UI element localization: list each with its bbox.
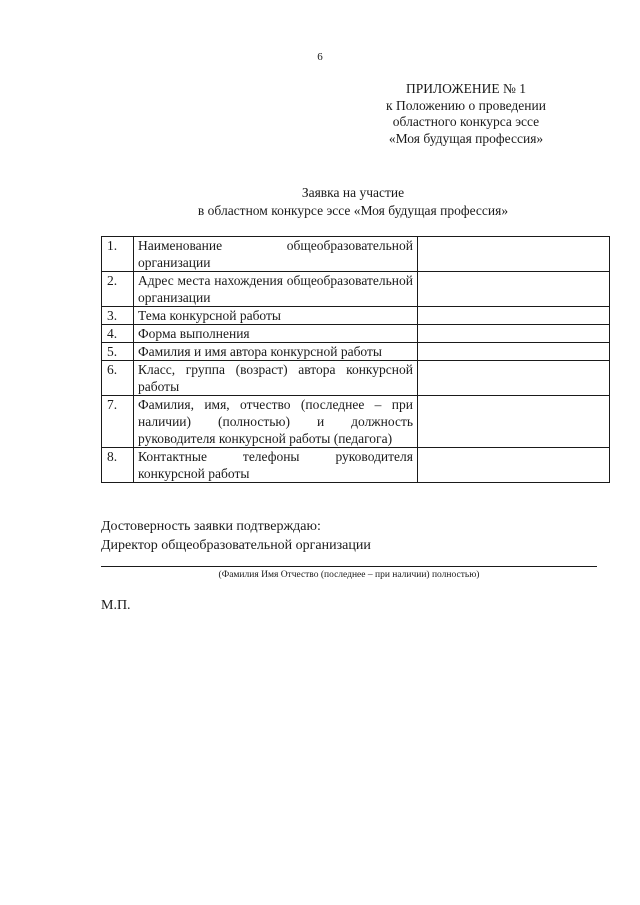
table-row: [102, 237, 610, 272]
row-value-cell[interactable]: [418, 272, 610, 307]
confirmation-line2: Директор общеобразовательной организации: [101, 538, 371, 553]
row-label: Адрес места нахождения общеобразовательной организации: [134, 272, 418, 307]
row-number: 3.: [102, 307, 134, 325]
signature-caption: (Фамилия Имя Отчество (последнее – при наличии) полностью): [218, 570, 480, 580]
row-value-cell[interactable]: [418, 237, 610, 272]
table-row: [102, 361, 610, 396]
row-label: Наименование общеобразовательной организации: [134, 237, 418, 272]
row-value-cell[interactable]: [418, 307, 610, 325]
appendix-heading: [346, 81, 586, 147]
appendix-line: к Положению о проведении: [386, 97, 546, 113]
table-row: [102, 396, 610, 448]
signature-line: [101, 566, 597, 567]
application-table: [101, 236, 610, 483]
form-title-line2: в областном конкурсе эссе «Моя будущая профессия»: [197, 203, 509, 218]
row-label: Фамилия и имя автора конкурсной работы: [134, 343, 418, 361]
row-label: Класс, группа (возраст) автора конкурсной работы: [134, 361, 418, 396]
table-row: [102, 325, 610, 343]
row-label: Контактные телефоны руководителя конкурсной работы: [134, 448, 418, 483]
page-number: 6: [317, 51, 323, 63]
form-title-line1: Заявка на участие: [301, 185, 405, 200]
row-label: Фамилия, имя, отчество (последнее – при наличии) (полностью) и должность руководителя конкурсной работы (педагога): [134, 396, 418, 448]
row-number: 1.: [102, 237, 134, 272]
stamp-label: М.П.: [101, 598, 131, 613]
confirmation-block: [101, 517, 371, 555]
appendix-line: областного конкурса эссе: [392, 114, 540, 129]
row-value-cell[interactable]: [418, 325, 610, 343]
row-label: Тема конкурсной работы: [134, 307, 418, 325]
form-title: [0, 184, 640, 220]
row-value-cell[interactable]: [418, 361, 610, 396]
row-value-cell[interactable]: [418, 396, 610, 448]
row-value-cell[interactable]: [418, 448, 610, 483]
row-number: 8.: [102, 448, 134, 483]
row-number: 2.: [102, 272, 134, 307]
table-row: [102, 343, 610, 361]
row-number: 4.: [102, 325, 134, 343]
row-number: 6.: [102, 361, 134, 396]
confirmation-line1: Достоверность заявки подтверждаю:: [101, 519, 321, 534]
table-row: [102, 272, 610, 307]
table-row: [102, 307, 610, 325]
appendix-line: «Моя будущая профессия»: [388, 130, 544, 146]
table-row: [102, 448, 610, 483]
row-value-cell[interactable]: [418, 343, 610, 361]
row-label: Форма выполнения: [134, 325, 418, 343]
row-number: 5.: [102, 343, 134, 361]
appendix-line: ПРИЛОЖЕНИЕ № 1: [405, 81, 527, 96]
row-number: 7.: [102, 396, 134, 448]
